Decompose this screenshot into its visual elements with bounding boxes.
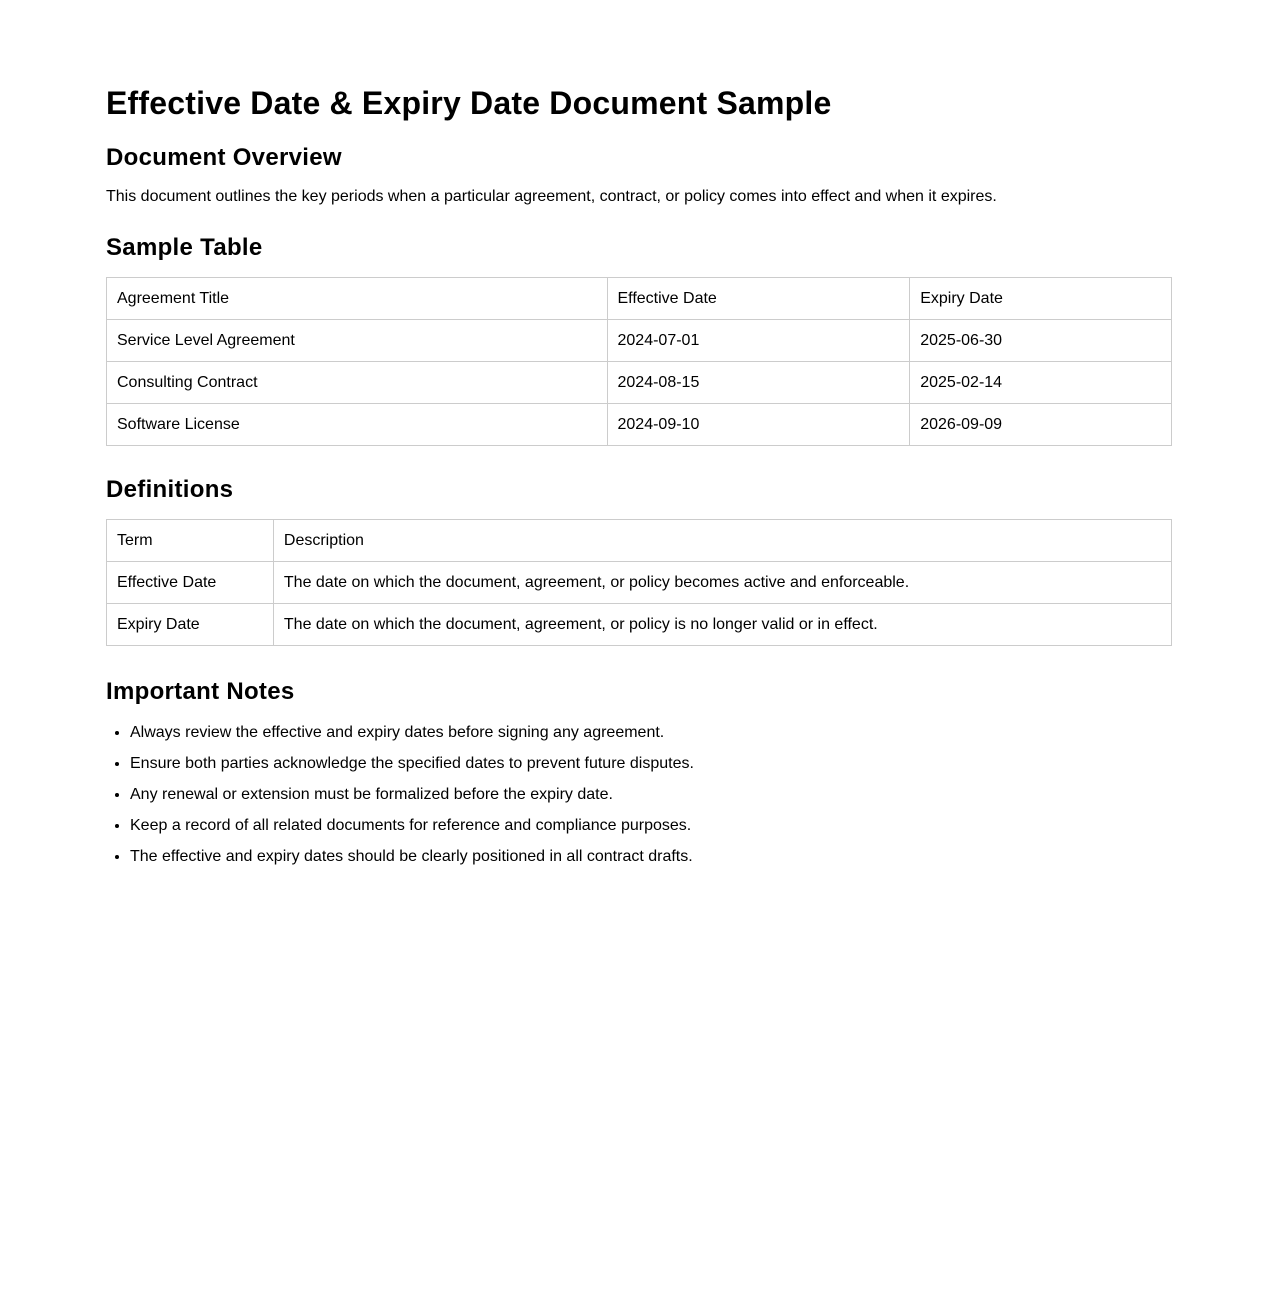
definitions-heading: Definitions <box>106 476 234 503</box>
overview-text: This document outlines the key periods when a particular agreement, contract, or policy comes into effect and when it expires. <box>106 188 997 205</box>
sample-table <box>106 277 1172 446</box>
table-cell: 2024-09-10 <box>607 404 910 446</box>
table-cell: Effective Date <box>107 562 274 604</box>
table-row <box>107 604 1172 646</box>
table-row <box>107 404 1172 446</box>
header-description: Description <box>273 520 1171 562</box>
list-item: • The effective and expiry dates should be clearly positioned in all contract drafts. <box>130 847 1172 867</box>
header-agreement-title: Agreement Title <box>107 278 608 320</box>
header-effective-date: Effective Date <box>607 278 910 320</box>
sample-table-heading: Sample Table <box>106 234 263 261</box>
page-title: Effective Date & Expiry Date Document Sample <box>106 85 832 121</box>
table-cell: Consulting Contract <box>107 362 608 404</box>
header-term: Term <box>107 520 274 562</box>
notes-heading: Important Notes <box>106 678 295 705</box>
table-row <box>107 362 1172 404</box>
table-cell: Expiry Date <box>107 604 274 646</box>
list-item: • Keep a record of all related documents for reference and compliance purposes. <box>130 816 1172 836</box>
notes-list <box>106 723 1172 867</box>
header-expiry-date: Expiry Date <box>910 278 1172 320</box>
table-cell: Service Level Agreement <box>107 320 608 362</box>
table-cell: Software License <box>107 404 608 446</box>
table-row <box>107 562 1172 604</box>
table-cell: 2025-02-14 <box>910 362 1172 404</box>
table-header-row <box>107 278 1172 320</box>
overview-heading: Document Overview <box>106 144 342 171</box>
table-header-row <box>107 520 1172 562</box>
list-item: • Always review the effective and expiry dates before signing any agreement. <box>130 723 1172 743</box>
table-cell: 2024-08-15 <box>607 362 910 404</box>
list-item: • Ensure both parties acknowledge the specified dates to prevent future disputes. <box>130 754 1172 774</box>
table-cell: 2025-06-30 <box>910 320 1172 362</box>
definitions-table <box>106 519 1172 646</box>
table-row <box>107 320 1172 362</box>
list-item: • Any renewal or extension must be formalized before the expiry date. <box>130 785 1172 805</box>
table-cell: 2026-09-09 <box>910 404 1172 446</box>
table-cell: The date on which the document, agreement, or policy becomes active and enforceable. <box>273 562 1171 604</box>
table-cell: The date on which the document, agreement, or policy is no longer valid or in effect. <box>273 604 1171 646</box>
table-cell: 2024-07-01 <box>607 320 910 362</box>
